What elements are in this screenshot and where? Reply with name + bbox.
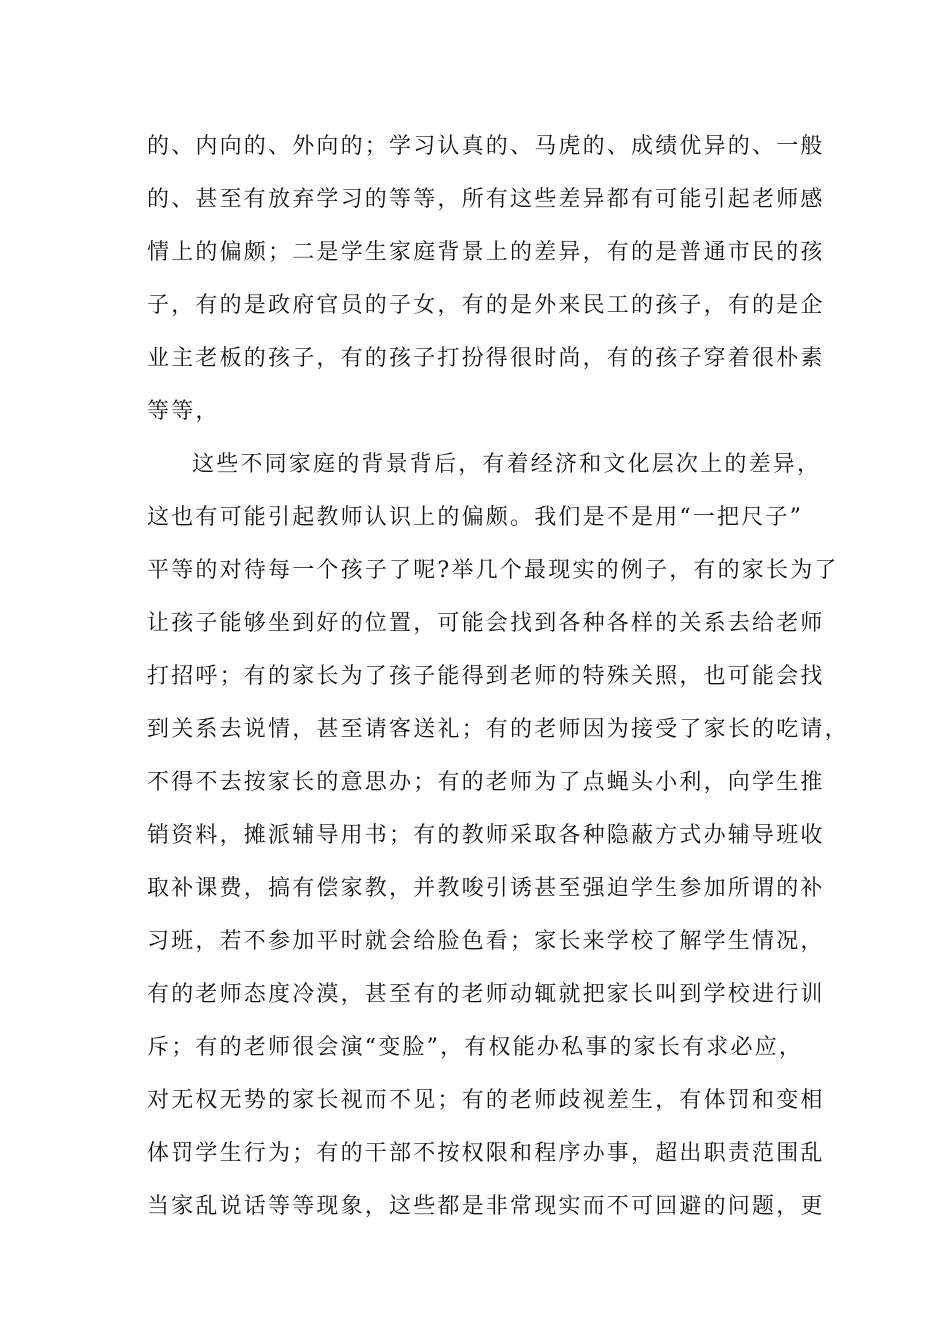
text-line: 的、甚至有放弃学习的等等，所有这些差异都有可能引起老师感 [147, 187, 825, 212]
text-line: 子，有的是政府官员的子女，有的是外来民工的孩子，有的是企 [147, 293, 825, 318]
text-line: 对无权无势的家长视而不见；有的老师歧视差生，有体罚和变相 [147, 1088, 825, 1113]
text-line: 这也有可能引起教师认识上的偏颇。我们是不是用“一把尺子” [147, 505, 804, 530]
text-line: 销资料，摊派辅导用书；有的教师采取各种隐蔽方式办辅导班收 [147, 823, 825, 848]
text-line: 不得不去按家长的意思办；有的老师为了点蝇头小利，向学生推 [147, 770, 825, 795]
text-line: 习班，若不参加平时就会给脸色看；家长来学校了解学生情况， [147, 929, 825, 954]
text-line: 体罚学生行为；有的干部不按权限和程序办事，超出职责范围乱 [147, 1141, 825, 1166]
text-line: 斥；有的老师很会演“变脸”，有权能办私事的家长有求必应， [147, 1035, 804, 1060]
text-line: 等等， [147, 399, 220, 424]
text-line: 有的老师态度冷漠，甚至有的老师动辄就把家长叫到学校进行训 [147, 982, 825, 1007]
text-line: 打招呼；有的家长为了孩子能得到老师的特殊关照，也可能会找 [147, 664, 825, 689]
text-line: 业主老板的孩子，有的孩子打扮得很时尚，有的孩子穿着很朴素 [147, 346, 825, 371]
text-line: 当家乱说话等等现象，这些都是非常现实而不可回避的问题，更 [147, 1194, 825, 1219]
text-line: 到关系去说情，甚至请客送礼；有的老师因为接受了家长的吃请， [147, 717, 849, 742]
text-line: 让孩子能够坐到好的位置，可能会找到各种各样的关系去给老师 [147, 611, 825, 636]
text-line: 取补课费，搞有偿家教，并教唆引诱甚至强迫学生参加所谓的补 [147, 876, 825, 901]
text-line: 的、内向的、外向的；学习认真的、马虎的、成绩优异的、一般 [147, 134, 825, 159]
text-line: 平等的对待每一个孩子了呢?举几个最现实的例子，有的家长为了 [147, 558, 839, 583]
text-line: 情上的偏颇；二是学生家庭背景上的差异，有的是普通市民的孩 [147, 240, 825, 265]
text-line: 这些不同家庭的背景背后，有着经济和文化层次上的差异， [192, 452, 822, 477]
